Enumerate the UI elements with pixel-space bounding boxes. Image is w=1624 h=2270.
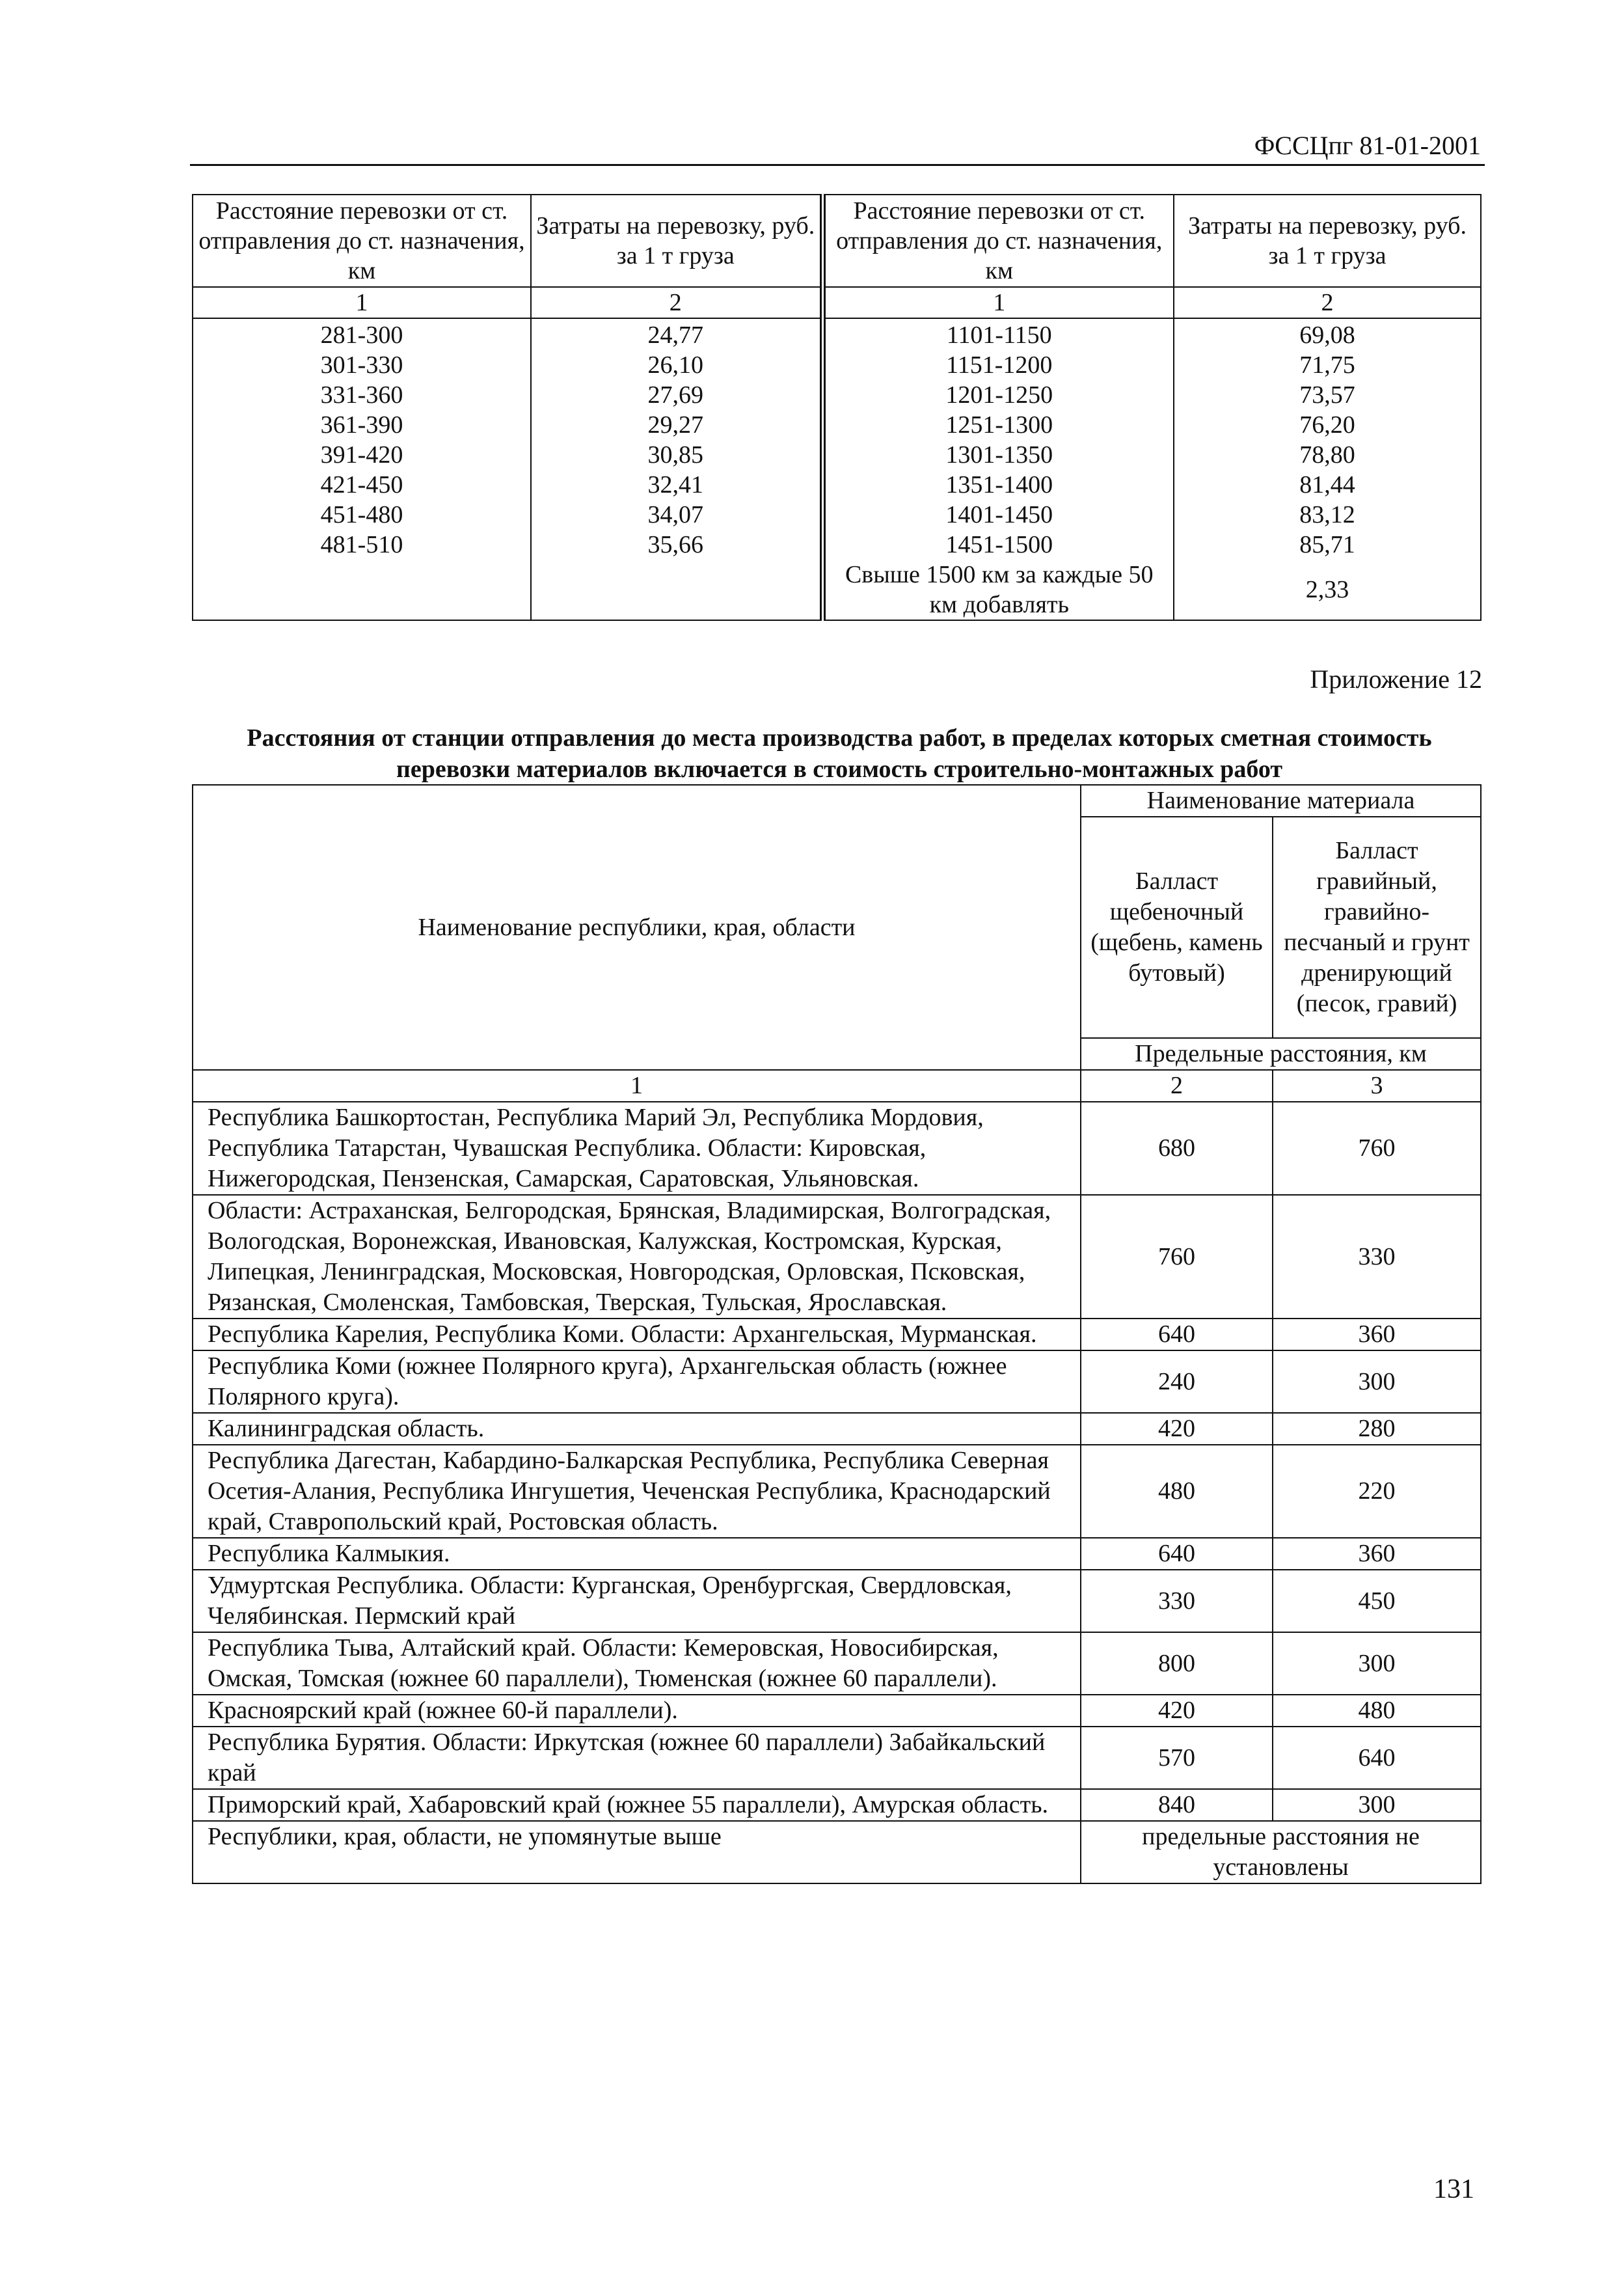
- limit-gravel-cell: 760: [1273, 1102, 1481, 1195]
- table-row: [193, 1727, 1481, 1789]
- region-cell: Республика Башкортостан, Республика Марий Эл, Республика Мордовия, Республика Татарстан, Чувашская Республика. Области: Кировская, Нижегородская, Пензенская, Самарская, Саратовская, Ульяновская.: [193, 1102, 1081, 1195]
- region-cell: Калининградская область.: [193, 1413, 1081, 1445]
- region-cell: Удмуртская Республика. Области: Курганская, Оренбургская, Свердловская, Челябинская. Пермский край: [193, 1570, 1081, 1632]
- limit-gravel-cell: 300: [1273, 1789, 1481, 1821]
- region-cell: Республика Бурятия. Области: Иркутская (южнее 60 параллели) Забайкальский край: [193, 1727, 1081, 1789]
- table2-colnum: 1: [193, 1070, 1081, 1102]
- material1-header: Балласт щебеночный (щебень, камень бутовый): [1081, 817, 1273, 1038]
- region-cell: Республика Калмыкия.: [193, 1538, 1081, 1570]
- limits-not-set-cell: предельные расстояния не установлены: [1081, 1821, 1481, 1883]
- table-row: [193, 380, 1481, 410]
- header-rule: [190, 164, 1485, 166]
- cost-cell: 73,57: [1174, 380, 1481, 410]
- region-cell: Республика Карелия, Республика Коми. Области: Архангельская, Мурманская.: [193, 1319, 1081, 1350]
- distance-cell: 301-330: [193, 350, 531, 380]
- cost-cell: 30,85: [531, 440, 822, 470]
- limit-crushed-cell: 480: [1081, 1445, 1273, 1538]
- distance-cell: 1201-1250: [822, 380, 1174, 410]
- limit-gravel-cell: 360: [1273, 1319, 1481, 1350]
- cost-cell: 76,20: [1174, 410, 1481, 440]
- table1-colnum: 2: [1174, 287, 1481, 318]
- table1-header-distance-1: Расстояние перевозки от ст. отправления до ст. назначения, км: [193, 195, 531, 287]
- table-row: [193, 1102, 1481, 1195]
- cost-cell: 27,69: [531, 380, 822, 410]
- cost-cell: 83,12: [1174, 500, 1481, 530]
- limit-crushed-cell: 640: [1081, 1538, 1273, 1570]
- region-cell: Республики, края, области, не упомянутые выше: [193, 1821, 1081, 1883]
- limit-crushed-cell: 760: [1081, 1195, 1273, 1319]
- cost-cell: 78,80: [1174, 440, 1481, 470]
- cost-cell: 29,27: [531, 410, 822, 440]
- region-cell: Приморский край, Хабаровский край (южнее 55 параллели), Амурская область.: [193, 1789, 1081, 1821]
- distance-cell: 331-360: [193, 380, 531, 410]
- distance-cell: 451-480: [193, 500, 531, 530]
- table-row: [193, 410, 1481, 440]
- cost-cell: 34,07: [531, 500, 822, 530]
- table1-header-distance-2: Расстояние перевозки от ст. отправления до ст. назначения, км: [822, 195, 1174, 287]
- cost-cell: 35,66: [531, 530, 822, 560]
- table2-colnum-row: [193, 1070, 1481, 1102]
- limit-crushed-cell: 330: [1081, 1570, 1273, 1632]
- distance-cell: 481-510: [193, 530, 531, 560]
- table-row: [193, 318, 1481, 350]
- table-row: [193, 1789, 1481, 1821]
- limit-crushed-cell: 680: [1081, 1102, 1273, 1195]
- table-row: [193, 1632, 1481, 1695]
- material-header: Наименование материала: [1081, 785, 1481, 817]
- limit-gravel-cell: 450: [1273, 1570, 1481, 1632]
- limit-gravel-cell: 330: [1273, 1195, 1481, 1319]
- table1-colnum: 2: [531, 287, 822, 318]
- distance-cell: 361-390: [193, 410, 531, 440]
- region-cell: Красноярский край (южнее 60-й параллели).: [193, 1695, 1081, 1727]
- limit-crushed-cell: 800: [1081, 1632, 1273, 1695]
- table-row: [193, 1195, 1481, 1319]
- table1-colnum-row: [193, 287, 1481, 318]
- table1-header-cost-1: Затраты на перевозку, руб. за 1 т груза: [531, 195, 822, 287]
- table1-header-row: [193, 195, 1481, 287]
- limit-gravel-cell: 640: [1273, 1727, 1481, 1789]
- table-row: [193, 560, 1481, 620]
- limit-gravel-cell: 360: [1273, 1538, 1481, 1570]
- page-number: 131: [1433, 2174, 1474, 2204]
- distance-cell: 281-300: [193, 318, 531, 350]
- limit-header: Предельные расстояния, км: [1081, 1038, 1481, 1070]
- region-cell: Республика Тыва, Алтайский край. Области: Кемеровская, Новосибирская, Омская, Томская (южнее 60 параллели), Тюменская (южнее 60 параллели).: [193, 1632, 1081, 1695]
- table-title: Расстояния от станции отправления до места производства работ, в пределах которых сметная стоимость перевозки материалов включается в стоимость строительно-монтажных работ: [247, 724, 1432, 783]
- table-row: [193, 1319, 1481, 1350]
- distance-cell: 1351-1400: [822, 470, 1174, 500]
- limit-crushed-cell: 240: [1081, 1350, 1273, 1413]
- limit-gravel-cell: 220: [1273, 1445, 1481, 1538]
- cost-cell: 69,08: [1174, 318, 1481, 350]
- limit-crushed-cell: 420: [1081, 1695, 1273, 1727]
- table-row: [193, 1570, 1481, 1632]
- table2-colnum: 3: [1273, 1070, 1481, 1102]
- table-row: [193, 1350, 1481, 1413]
- limit-gravel-cell: 300: [1273, 1632, 1481, 1695]
- distance-limits-table: [192, 784, 1482, 1884]
- table1-header-cost-2: Затраты на перевозку, руб. за 1 т груза: [1174, 195, 1481, 287]
- cost-cell: 24,77: [531, 318, 822, 350]
- region-cell: Области: Астраханская, Белгородская, Брянская, Владимирская, Волгоградская, Вологодская, Воронежская, Ивановская, Калужская, Костромская, Курская, Липецкая, Ленинградская, Московская, Новгородская, Орловская, Псковская, Рязанская, Смоленская, Тамбовская, Тверская, Тульская, Ярославская.: [193, 1195, 1081, 1319]
- table2-colnum: 2: [1081, 1070, 1273, 1102]
- limit-gravel-cell: 280: [1273, 1413, 1481, 1445]
- table-row: [193, 500, 1481, 530]
- extra-distance-cell: Свыше 1500 км за каждые 50 км добавлять: [822, 560, 1174, 620]
- region-cell: Республика Коми (южнее Полярного круга), Архангельская область (южнее Полярного круга).: [193, 1350, 1081, 1413]
- limit-crushed-cell: 640: [1081, 1319, 1273, 1350]
- distance-cell: 421-450: [193, 470, 531, 500]
- table-row: [193, 1821, 1481, 1883]
- cost-cell: 26,10: [531, 350, 822, 380]
- appendix-label: Приложение 12: [1310, 664, 1482, 694]
- distance-cell: 391-420: [193, 440, 531, 470]
- table-row: [193, 470, 1481, 500]
- cost-cell: 85,71: [1174, 530, 1481, 560]
- distance-cell: 1151-1200: [822, 350, 1174, 380]
- limit-crushed-cell: 840: [1081, 1789, 1273, 1821]
- table-row: [193, 1695, 1481, 1727]
- table1-colnum: 1: [822, 287, 1174, 318]
- table-row: [193, 530, 1481, 560]
- material2-header: Балласт гравийный, гравийно-песчаный и грунт дренирующий (песок, гравий): [1273, 817, 1481, 1038]
- limit-crushed-cell: 420: [1081, 1413, 1273, 1445]
- table2-header-row: [193, 785, 1481, 817]
- distance-cell: 1451-1500: [822, 530, 1174, 560]
- limit-crushed-cell: 570: [1081, 1727, 1273, 1789]
- table1-colnum: 1: [193, 287, 531, 318]
- table-row: [193, 1538, 1481, 1570]
- distance-cell: 1401-1450: [822, 500, 1174, 530]
- extra-cost-cell: 2,33: [1174, 560, 1481, 620]
- limit-gravel-cell: 300: [1273, 1350, 1481, 1413]
- distance-cell: 1251-1300: [822, 410, 1174, 440]
- table-row: [193, 1445, 1481, 1538]
- distance-cell: 1301-1350: [822, 440, 1174, 470]
- cost-cell: 32,41: [531, 470, 822, 500]
- cost-cell: 71,75: [1174, 350, 1481, 380]
- transport-cost-table: [192, 194, 1482, 621]
- document-code: ФССЦпг 81-01-2001: [1254, 131, 1481, 160]
- region-header: Наименование республики, края, области: [193, 785, 1081, 1070]
- distance-cell: 1101-1150: [822, 318, 1174, 350]
- cost-cell: 81,44: [1174, 470, 1481, 500]
- table-row: [193, 1413, 1481, 1445]
- limit-gravel-cell: 480: [1273, 1695, 1481, 1727]
- region-cell: Республика Дагестан, Кабардино-Балкарская Республика, Республика Северная Осетия-Алания, Республика Ингушетия, Чеченская Республика, Краснодарский край, Ставропольский край, Ростовская область.: [193, 1445, 1081, 1538]
- table-row: [193, 440, 1481, 470]
- table-row: [193, 350, 1481, 380]
